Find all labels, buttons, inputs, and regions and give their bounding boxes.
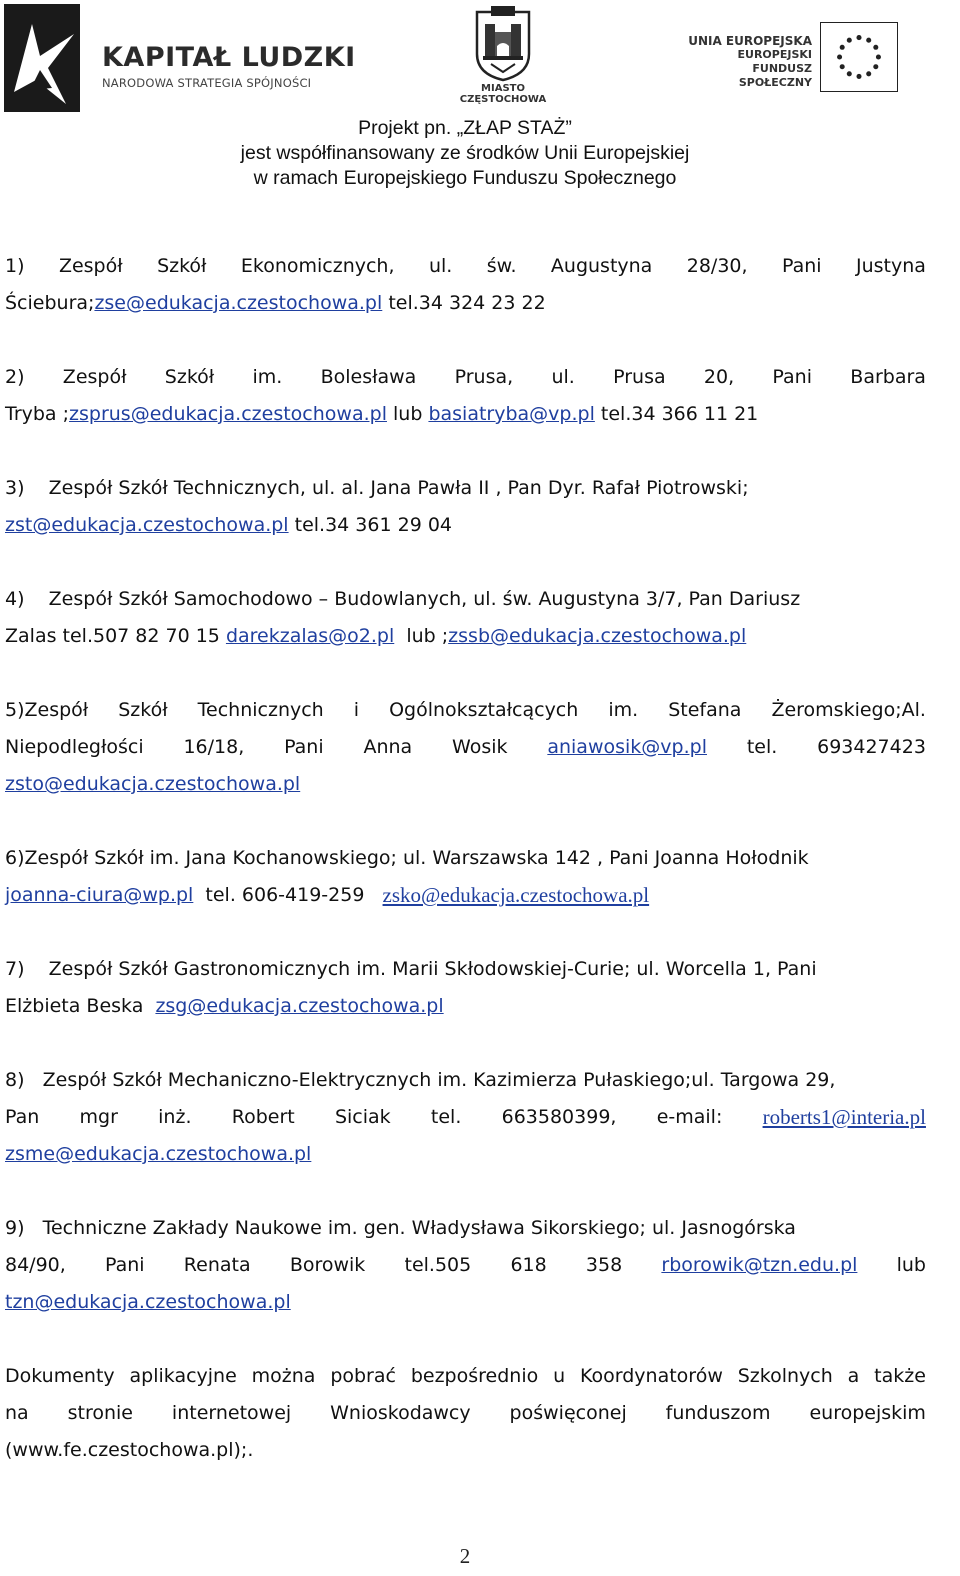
- word: Stefana: [668, 699, 742, 721]
- email-link[interactable]: zsprus@edukacja.czestochowa.pl: [69, 403, 387, 425]
- project-header: [0, 116, 930, 191]
- text: Elżbieta Beska: [5, 995, 156, 1017]
- eu-star-icon: [840, 64, 845, 69]
- school-list: [5, 248, 926, 1506]
- text: tel.34 324 23 22: [382, 292, 546, 314]
- email-link[interactable]: zsme@edukacja.czestochowa.pl: [5, 1143, 312, 1165]
- text: lub: [386, 403, 429, 425]
- school-entry: [5, 840, 926, 914]
- school-entry: [5, 470, 926, 544]
- email-link[interactable]: tzn@edukacja.czestochowa.pl: [5, 1291, 291, 1313]
- text-line: [5, 285, 926, 322]
- text: tel.34 361 29 04: [288, 514, 453, 536]
- text: 8) Zespół Szkół Mechaniczno-Elektrycznych im. Kazimierza Pułaskiego;ul. Targowa 29,: [5, 1069, 836, 1091]
- word: europejskim: [809, 1402, 926, 1424]
- text-line: [5, 766, 926, 803]
- email-link[interactable]: zsko@edukacja.czestochowa.pl: [382, 883, 650, 907]
- text: lub ;: [394, 625, 449, 647]
- text: Tryba ;: [5, 403, 70, 425]
- justified-line: [5, 729, 926, 766]
- word: 1): [5, 255, 25, 277]
- text-line: [5, 1210, 926, 1247]
- eu-star-icon: [856, 74, 861, 79]
- justified-line: [5, 1395, 926, 1432]
- word: Ekonomicznych,: [240, 255, 395, 277]
- eu-logo-text: [676, 34, 812, 90]
- page-number: 2: [459, 1544, 471, 1568]
- word: 16/18,: [183, 736, 245, 758]
- word: tel.505: [404, 1254, 472, 1276]
- email-link[interactable]: aniawosik@vp.pl: [547, 736, 707, 758]
- school-entry: [5, 1358, 926, 1469]
- word: Wnioskodawcy: [330, 1402, 471, 1424]
- text-line: [5, 396, 926, 433]
- word: aplikacyjne: [129, 1365, 237, 1387]
- eu-star-icon: [847, 38, 852, 43]
- city-logo-line2: CZĘSTOCHOWA: [459, 94, 547, 105]
- word: stronie: [67, 1402, 133, 1424]
- email-link[interactable]: roberts1@interia.pl: [762, 1105, 926, 1129]
- school-entry: [5, 1062, 926, 1173]
- eu-star-icon: [866, 71, 871, 76]
- word: Justyna: [855, 255, 926, 277]
- word: Renata: [183, 1254, 251, 1276]
- eu-logo-line2: EUROPEJSKI: [737, 48, 812, 61]
- eu-star-icon: [856, 35, 861, 40]
- word: 358: [585, 1254, 623, 1276]
- kapital-ludzki-star-icon: [4, 4, 86, 112]
- email-link[interactable]: zse@edukacja.czestochowa.pl: [94, 292, 383, 314]
- word: 693427423: [817, 736, 926, 758]
- word: lub: [896, 1254, 926, 1276]
- word: Anna: [363, 736, 413, 758]
- text-line: [5, 470, 926, 507]
- word: Szkół: [157, 255, 207, 277]
- eu-star-icon: [866, 38, 871, 43]
- word: Prusa: [613, 366, 666, 388]
- word: ul.: [551, 366, 575, 388]
- word: tel.: [746, 736, 778, 758]
- school-entry: [5, 581, 926, 655]
- word: 2): [5, 366, 25, 388]
- word: Szkół: [164, 366, 215, 388]
- word: Borowik: [289, 1254, 366, 1276]
- eu-star-icon: [840, 45, 845, 50]
- justified-line: [5, 1358, 926, 1395]
- text: Ściebura;: [5, 292, 95, 314]
- project-line2: jest współfinansowany ze środków Unii Europejskiej: [240, 142, 690, 164]
- eu-star-icon: [847, 71, 852, 76]
- email-link[interactable]: joanna-ciura@wp.pl: [5, 884, 194, 906]
- word: Zespół: [58, 255, 123, 277]
- word: można: [251, 1365, 316, 1387]
- word: u: [553, 1365, 566, 1387]
- text-line: [5, 988, 926, 1025]
- word: Prusa,: [454, 366, 514, 388]
- email-link[interactable]: zsto@edukacja.czestochowa.pl: [5, 773, 301, 795]
- justified-line: [5, 248, 926, 285]
- text-line: [5, 1136, 926, 1173]
- word: 20,: [703, 366, 735, 388]
- word: Koordynatorów: [580, 1365, 723, 1387]
- word: mgr: [79, 1106, 118, 1128]
- word: Bolesława: [320, 366, 417, 388]
- word: Siciak: [334, 1106, 391, 1128]
- word: Pani: [772, 366, 812, 388]
- text: 4) Zespół Szkół Samochodowo – Budowlanych, ul. św. Augustyna 3/7, Pan Dariusz: [5, 588, 801, 610]
- word: inż.: [158, 1106, 192, 1128]
- justified-line: [5, 359, 926, 396]
- word: Szkół: [118, 699, 168, 721]
- email-link[interactable]: darekzalas@o2.pl: [225, 625, 395, 647]
- email-link[interactable]: basiatryba@vp.pl: [428, 403, 595, 425]
- project-line1: Projekt pn. „ZŁAP STAŻ”: [358, 117, 572, 139]
- text: Zalas tel.507 82 70 15: [5, 625, 226, 647]
- text: 6)Zespół Szkół im. Jana Kochanowskiego; ul. Warszawska 142 , Pani Joanna Hołodnik: [5, 847, 809, 869]
- text: tel. 606-419-259: [193, 884, 383, 906]
- word: 618: [510, 1254, 547, 1276]
- kapital-ludzki-logo: [4, 4, 356, 114]
- email-link[interactable]: zsg@edukacja.czestochowa.pl: [155, 995, 444, 1017]
- eu-star-icon: [873, 45, 878, 50]
- word: Zespół: [62, 366, 127, 388]
- word: na: [5, 1402, 29, 1424]
- word: Pani: [284, 736, 324, 758]
- text: tel.34 366 11 21: [594, 403, 759, 425]
- text-line: [5, 951, 926, 988]
- text-line: [5, 840, 926, 877]
- eu-star-icon: [873, 64, 878, 69]
- text-line: [5, 507, 926, 544]
- word: Pani: [781, 255, 822, 277]
- word: także: [874, 1365, 926, 1387]
- word: 663580399,: [501, 1106, 617, 1128]
- word: im.: [252, 366, 283, 388]
- kapital-ludzki-title: KAPITAŁ LUDZKI: [102, 42, 356, 73]
- school-entry: [5, 951, 926, 1025]
- word: Ogólnokształcących: [389, 699, 579, 721]
- word: e-mail:: [656, 1106, 723, 1128]
- text: 3) Zespół Szkół Technicznych, ul. al. Jana Pawła II , Pan Dyr. Rafał Piotrowski;: [5, 477, 749, 499]
- justified-line: [5, 1247, 926, 1284]
- word: 28/30,: [686, 255, 748, 277]
- project-line3: w ramach Europejskiego Funduszu Społecznego: [253, 167, 677, 189]
- text-line: [5, 581, 926, 618]
- city-coat-of-arms-icon: [473, 6, 533, 82]
- email-link[interactable]: rborowik@tzn.edu.pl: [661, 1254, 858, 1276]
- kapital-ludzki-subtitle: NARODOWA STRATEGIA SPÓJNOŚCI: [102, 76, 312, 90]
- word: Żeromskiego;Al.: [771, 699, 926, 721]
- text-line: [5, 1432, 926, 1469]
- word: Pan: [5, 1106, 40, 1128]
- word: Pani: [105, 1254, 145, 1276]
- word: Szkolnych: [737, 1365, 833, 1387]
- word: pobrać: [330, 1365, 396, 1387]
- word: 84/90,: [5, 1254, 66, 1276]
- eu-flag-icon: [820, 22, 898, 92]
- text-line: [5, 1062, 926, 1099]
- word: Augustyna: [550, 255, 653, 277]
- word: funduszom: [665, 1402, 771, 1424]
- word: św.: [486, 255, 517, 277]
- email-link[interactable]: zst@edukacja.czestochowa.pl: [5, 514, 289, 536]
- word: Barbara: [850, 366, 926, 388]
- word: Technicznych: [197, 699, 324, 721]
- word: im.: [608, 699, 639, 721]
- eu-star-icon: [876, 54, 881, 59]
- text: (www.fe.czestochowa.pl);.: [5, 1439, 254, 1461]
- word: ul.: [428, 255, 453, 277]
- eu-logo: [676, 22, 926, 102]
- email-link[interactable]: zssb@edukacja.czestochowa.pl: [448, 625, 747, 647]
- eu-logo-line1: UNIA EUROPEJSKA: [688, 34, 812, 48]
- word: tel.: [430, 1106, 462, 1128]
- eu-star-icon: [837, 54, 842, 59]
- word: 5)Zespół: [5, 699, 89, 721]
- word: Robert: [231, 1106, 295, 1128]
- text: 9) Techniczne Zakłady Naukowe im. gen. Władysława Sikorskiego; ul. Jasnogórska: [5, 1217, 796, 1239]
- text-line: [5, 618, 926, 655]
- school-entry: [5, 359, 926, 433]
- word: bezpośrednio: [410, 1365, 539, 1387]
- city-logo-line1: MIASTO: [481, 83, 525, 94]
- school-entry: [5, 692, 926, 803]
- text: 7) Zespół Szkół Gastronomicznych im. Marii Skłodowskiej-Curie; ul. Worcella 1, Pani: [5, 958, 817, 980]
- text-line: [5, 1284, 926, 1321]
- word: internetowej: [171, 1402, 292, 1424]
- eu-logo-line3: FUNDUSZ SPOŁECZNY: [738, 62, 812, 89]
- word: a: [847, 1365, 860, 1387]
- word: Dokumenty: [5, 1365, 115, 1387]
- city-logo: [448, 6, 558, 110]
- word: i: [353, 699, 360, 721]
- school-entry: [5, 1210, 926, 1321]
- word: Niepodległości: [5, 736, 144, 758]
- school-entry: [5, 248, 926, 322]
- justified-line: [5, 692, 926, 729]
- word: poświęconej: [509, 1402, 627, 1424]
- justified-line: [5, 1099, 926, 1136]
- text-line: [5, 877, 926, 914]
- word: Wosik: [452, 736, 508, 758]
